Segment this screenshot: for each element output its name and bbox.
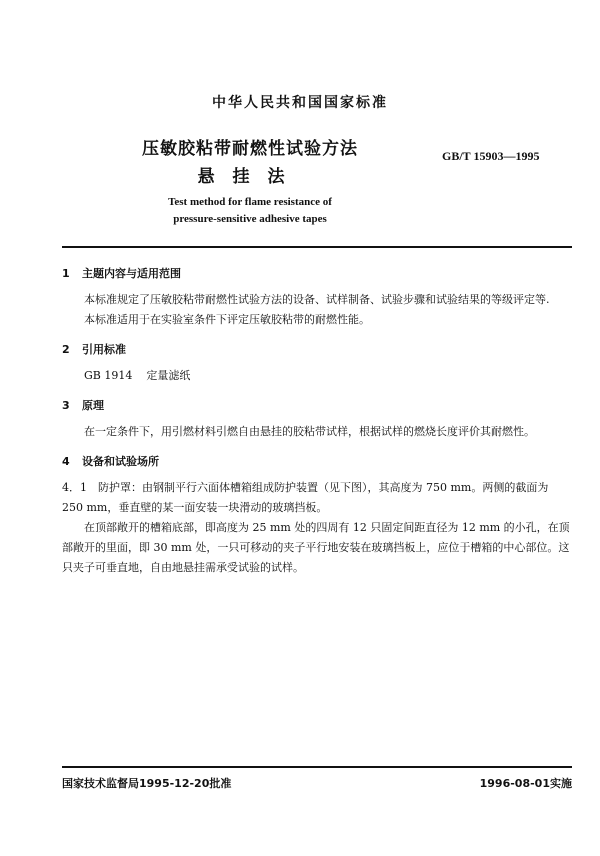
title-en-line-1: Test method for flame resistance of xyxy=(168,196,332,208)
section-number: 3 xyxy=(62,399,70,412)
section-3 xyxy=(62,396,570,442)
paragraph: 本标准适用于在实验室条件下评定压敏胶粘带的耐燃性能。 xyxy=(84,313,370,326)
section-number: 1 xyxy=(62,267,70,280)
effective-date: 1996-08-01实施 xyxy=(479,777,572,790)
standard-code: GB/T 15903—1995 xyxy=(442,149,540,163)
title-en-line-2: pressure-sensitive adhesive tapes xyxy=(173,213,327,225)
approval-date: 国家技术监督局1995-12-20批准 xyxy=(62,777,232,790)
national-standard-header: 中华人民共和国国家标准 xyxy=(212,95,388,111)
section-title: 主题内容与适用范围 xyxy=(82,267,181,280)
paragraph: 4．1 防护罩：由钢制平行六面体槽箱组成防护装置（见下图），其高度为 750 mm。两侧的截面为 250 mm，垂直壁的某一面安装一块滑动的玻璃挡板。 xyxy=(62,481,549,514)
section-heading xyxy=(62,264,570,284)
document-title-en xyxy=(0,194,500,228)
paragraph: 在顶部敞开的槽箱底部，即高度为 25 mm 处的四周有 12 只固定间距直径为 12 mm 的小孔，在顶部敞开的里面，即 30 mm 处，一只可移动的夹子平行地安装在玻璃挡板上，应位于槽箱的中心部位。这只夹子可垂直地，自由地悬挂需承受试验的试样。 xyxy=(62,521,570,574)
section-title: 设备和试验场所 xyxy=(82,455,159,468)
section-4 xyxy=(62,452,570,578)
reference-item xyxy=(84,366,570,386)
document-title-cn: 压敏胶粘带耐燃性试验方法 xyxy=(142,139,358,159)
reference-name: 定量滤纸 xyxy=(146,369,191,382)
section-1 xyxy=(62,264,570,330)
section-number: 2 xyxy=(62,343,70,356)
section-2 xyxy=(62,340,570,386)
reference-code: GB 1914 xyxy=(84,369,133,382)
document-body xyxy=(62,264,570,588)
footer-divider xyxy=(62,766,572,768)
document-subtitle-cn: 悬挂法 xyxy=(197,167,303,187)
section-heading xyxy=(62,452,570,472)
header-divider xyxy=(62,246,572,248)
section-heading xyxy=(62,396,570,416)
section-title: 原理 xyxy=(82,399,104,412)
paragraph: 本标准规定了压敏胶粘带耐燃性试验方法的设备、试样制备、试验步骤和试验结果的等级评定等. xyxy=(84,293,550,306)
section-title: 引用标准 xyxy=(82,343,126,356)
paragraph: 在一定条件下，用引燃材料引燃自由悬挂的胶粘带试样，根据试样的燃烧长度评价其耐燃性。 xyxy=(84,425,535,438)
section-heading xyxy=(62,340,570,360)
approval-footer xyxy=(62,775,572,791)
section-number: 4 xyxy=(62,455,70,468)
